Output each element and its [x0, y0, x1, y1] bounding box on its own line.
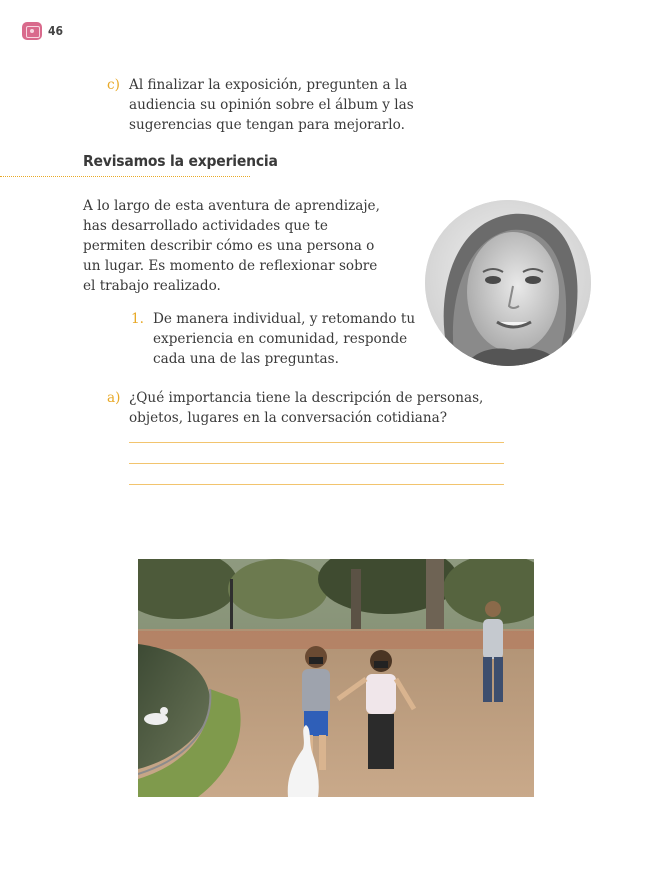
- text-line: cada una de las preguntas.: [153, 351, 339, 367]
- page-number-badge: [22, 22, 63, 40]
- list-item-a-text: [129, 388, 483, 428]
- text-line: A lo largo de esta aventura de aprendizaje,: [83, 198, 380, 214]
- park-photo-image: [138, 559, 534, 797]
- book-badge-icon: [22, 22, 42, 40]
- list-item-1: [131, 309, 421, 369]
- text-line: Al finalizar la exposición, pregunten a la: [129, 77, 408, 93]
- list-marker-a: a): [107, 390, 121, 406]
- answer-line[interactable]: [129, 484, 504, 485]
- text-line: permiten describir cómo es una persona o: [83, 238, 375, 254]
- intro-paragraph: [83, 196, 383, 296]
- answer-line[interactable]: [129, 463, 504, 464]
- page-number: 46: [48, 24, 64, 38]
- text-line: objetos, lugares en la conversación cotidiana?: [129, 410, 448, 426]
- park-scene-illustration: [138, 559, 534, 797]
- text-line: el trabajo realizado.: [83, 278, 221, 294]
- list-item-a: [107, 388, 497, 428]
- list-marker-c: c): [107, 77, 120, 93]
- text-line: ¿Qué importancia tiene la descripción de personas,: [129, 390, 484, 406]
- list-item-c-text: [129, 75, 429, 135]
- text-line: sugerencias que tengan para mejorarlo.: [129, 117, 405, 133]
- child-portrait-image: [425, 200, 591, 366]
- text-line: audiencia su opinión sobre el álbum y las: [129, 97, 414, 113]
- list-item-1-text: [153, 309, 415, 369]
- heading-underline: [0, 176, 250, 177]
- answer-line[interactable]: [129, 442, 504, 443]
- text-line: has desarrollado actividades que te: [83, 218, 328, 234]
- section-heading: Revisamos la experiencia: [83, 152, 278, 170]
- text-line: De manera individual, y retomando tu: [153, 311, 416, 327]
- child-portrait-illustration: [425, 200, 591, 366]
- list-marker-1: 1.: [131, 311, 144, 327]
- text-line: experiencia en comunidad, responde: [153, 331, 408, 347]
- text-line: un lugar. Es momento de reflexionar sobre: [83, 258, 378, 274]
- list-item-c: [107, 75, 437, 135]
